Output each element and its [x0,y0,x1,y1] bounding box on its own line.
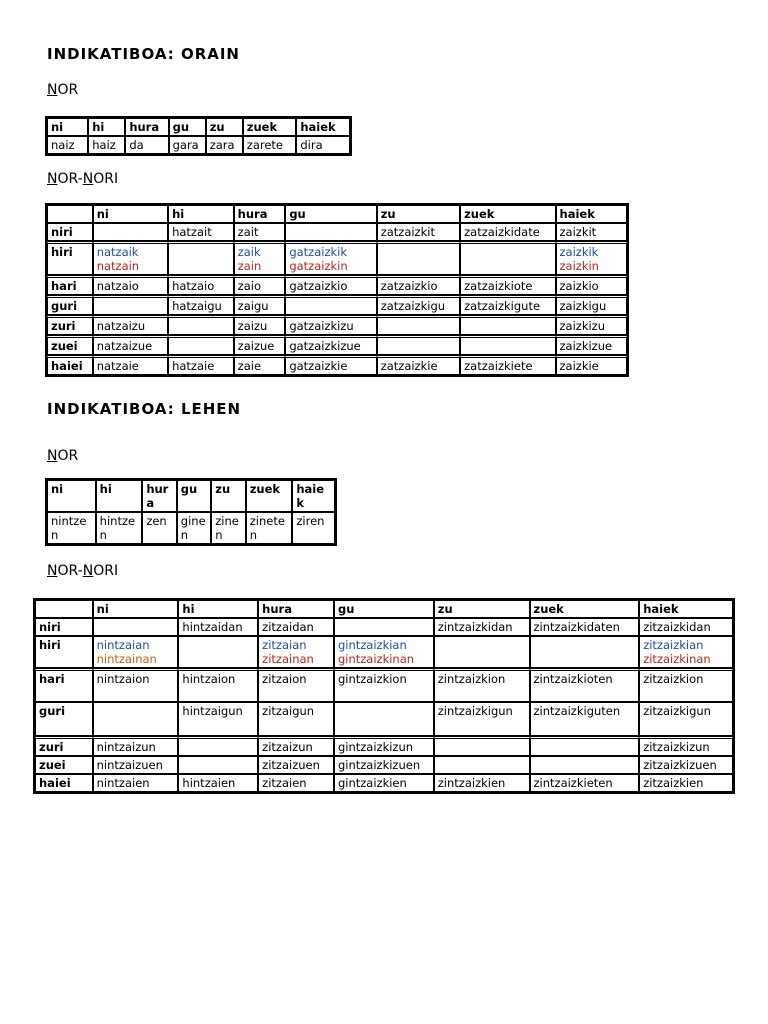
header-cell: ni [47,118,88,136]
table-cell: zintzaizkieten [530,774,640,792]
cell-form-masculine: natzaik [96,245,139,259]
table-cell: zaizkigu [556,295,627,315]
header-cell: hi [168,205,234,223]
row-header-cell: niri [35,618,93,636]
table-cell: zatzaizkit [377,223,460,241]
cell-form-feminine: gintzaizkinan [337,652,415,666]
header-cell: haiek [639,600,733,618]
table-cell [334,702,434,736]
header-cell: ni [93,600,179,618]
header-cell: gu [169,118,206,136]
table-cell: natzaie [93,355,168,375]
table-cell: zintzaizkigun [434,702,530,736]
table-cell: zinen [211,512,245,544]
cell-form-feminine: zain [237,259,262,273]
table-cell: dira [296,136,350,154]
subhead-orain-nornori: NOR-NORI [47,171,119,187]
row-header-cell: zuri [47,315,93,335]
table-cell: zintzaizkidaten [530,618,640,636]
cell-form-masculine: nintzaian [96,638,150,652]
table-cell: zaizue [234,335,286,355]
table-row [35,702,733,736]
table-cell [93,618,179,636]
cell-form-masculine: gintzaizkian [337,638,407,652]
table-cell: naiz [47,136,88,154]
table-cell: natzaio [93,275,168,295]
header-cell: haiek [556,205,627,223]
header-cell: hura [125,118,168,136]
table-cell [178,736,258,756]
table-cell: zitzaidan [258,618,334,636]
cell-form-feminine: gatzaizkin [289,259,348,273]
table-cell: zaizkio [556,275,627,295]
header-cell: zu [211,480,245,512]
cell-form-masculine: zaizkik [559,245,599,259]
table-cell: zaigu [234,295,286,315]
table-cell: natzaizu [93,315,168,335]
table-cell [434,736,530,756]
header-cell: zu [434,600,530,618]
table-cell: zaie [234,355,286,375]
header-cell: zuek [243,118,297,136]
table-cell: zaizkit [556,223,627,241]
table-cell [93,295,168,315]
table-cell [460,335,555,355]
table-cell [556,241,627,275]
table-row [35,736,733,756]
table-cell: zitzaizuen [258,756,334,774]
header-cell: hi [96,480,143,512]
table-cell: hintzen [96,512,143,544]
table-row [35,636,733,668]
table-cell [460,315,555,335]
table-cell [460,241,555,275]
header-cell: hura [234,205,286,223]
table-cell: hintzaien [178,774,258,792]
table-cell [285,295,376,315]
table-row [47,335,627,355]
cell-form-masculine: zitzaian [262,638,307,652]
table-row [47,315,627,335]
table-cell [168,241,234,275]
row-header-cell: zuri [35,736,93,756]
header-cell: haiek [296,118,350,136]
table-cell: nintzaien [93,774,179,792]
row-header-cell: haiei [35,774,93,792]
table-cell: zintzaizkioten [530,668,640,702]
table-cell: zaizkizue [556,335,627,355]
table-cell: zatzaizkigute [460,295,555,315]
table-cell: hatzaigu [168,295,234,315]
cell-form-masculine: zitzaizkian [643,638,704,652]
table-cell: zarete [243,136,297,154]
table-cell [178,756,258,774]
subhead-lehen-nornori: NOR-NORI [47,563,119,579]
cell-form-feminine: nintzainan [96,652,157,666]
header-cell: hura [258,600,334,618]
table-cell: gintzaizkien [334,774,434,792]
table-cell: zait [234,223,286,241]
header-cell: gu [285,205,376,223]
row-header-cell: hari [35,668,93,702]
table-cell: gara [169,136,206,154]
table-cell: gintzaizkizun [334,736,434,756]
table-cell: zitzaigun [258,702,334,736]
header-cell: gu [177,480,211,512]
table-cell: zintzaizkien [434,774,530,792]
header-cell [35,600,93,618]
table-row [47,136,350,154]
header-cell: ni [93,205,168,223]
table-cell: zatzaizkie [377,355,460,375]
table-header-row [47,480,335,512]
table-lehen-nor [45,478,337,546]
table-row [35,774,733,792]
header-cell: zuek [246,480,293,512]
table-cell: zintzaizkiguten [530,702,640,736]
table-cell: gatzaizkie [285,355,376,375]
table-cell: zaizu [234,315,286,335]
table-cell: gintzaizkizuen [334,756,434,774]
table-lehen-nornori [33,598,735,794]
table-cell: zitzaion [258,668,334,702]
row-header-cell: zuei [35,756,93,774]
table-cell: hatzait [168,223,234,241]
table-cell [434,636,530,668]
table-cell [234,241,286,275]
subhead-orain-nor: NOR [47,82,79,98]
subhead-lehen-nor: NOR [47,448,79,464]
table-cell: zitzaizkion [639,668,733,702]
header-cell: zu [377,205,460,223]
table-cell: zara [206,136,243,154]
table-cell: gatzaizkio [285,275,376,295]
table-header-row [35,600,733,618]
table-row [47,355,627,375]
table-cell [377,335,460,355]
table-cell: ginen [177,512,211,544]
header-cell: hura [142,480,176,512]
table-cell: nintzaion [93,668,179,702]
row-header-cell: guri [35,702,93,736]
row-header-cell: hari [47,275,93,295]
table-cell [178,636,258,668]
table-cell [258,636,334,668]
header-cell: haiek [292,480,335,512]
header-cell: gu [334,600,434,618]
table-cell: natzaizue [93,335,168,355]
table-cell [285,223,376,241]
table-row [47,241,627,275]
section-title-lehen: INDIKATIBOA: LEHEN [47,400,242,418]
table-orain-nor [45,116,352,156]
table-cell [434,756,530,774]
table-cell: hatzaio [168,275,234,295]
header-cell: ni [47,480,96,512]
table-cell: gatzaizkizu [285,315,376,335]
table-cell: zaizkie [556,355,627,375]
table-row [47,512,335,544]
cell-form-feminine: natzain [96,259,140,273]
header-cell [47,205,93,223]
table-cell: zatzaizkidate [460,223,555,241]
row-header-cell: niri [47,223,93,241]
table-cell [93,636,179,668]
table-row [47,295,627,315]
header-cell: zu [206,118,243,136]
table-header-row [47,118,350,136]
table-cell: gintzaizkion [334,668,434,702]
table-cell: zitzaizkidan [639,618,733,636]
table-cell: hatzaie [168,355,234,375]
table-cell [285,241,376,275]
table-cell: ziren [292,512,335,544]
table-row [35,756,733,774]
row-header-cell: hiri [47,241,93,275]
table-cell: zitzaizkien [639,774,733,792]
table-cell: zitzaien [258,774,334,792]
table-cell: haiz [88,136,125,154]
section-title-orain: INDIKATIBOA: ORAIN [47,45,240,63]
table-cell [530,736,640,756]
cell-form-feminine: zitzainan [262,652,314,666]
table-cell [377,315,460,335]
table-cell: zaio [234,275,286,295]
table-header-row [47,205,627,223]
table-cell: zitzaizkigun [639,702,733,736]
table-row [35,668,733,702]
table-cell: hintzaion [178,668,258,702]
table-cell [530,756,640,774]
header-cell: hi [178,600,258,618]
table-cell: hintzaigun [178,702,258,736]
table-cell: zaizkizu [556,315,627,335]
table-row [47,275,627,295]
row-header-cell: hiri [35,636,93,668]
table-cell [93,223,168,241]
table-cell: zitzaizkizuen [639,756,733,774]
table-row [47,223,627,241]
table-cell [334,636,434,668]
table-cell [377,241,460,275]
table-cell [93,702,179,736]
row-header-cell: zuei [47,335,93,355]
table-cell [168,335,234,355]
row-header-cell: guri [47,295,93,315]
table-orain-nornori [45,203,629,377]
table-cell: zatzaizkigu [377,295,460,315]
table-cell: zitzaizkizun [639,736,733,756]
table-cell: gatzaizkizue [285,335,376,355]
table-cell: hintzaidan [178,618,258,636]
table-cell: da [125,136,168,154]
table-cell: zatzaizkiote [460,275,555,295]
table-cell: zatzaizkiete [460,355,555,375]
table-cell [639,636,733,668]
table-cell: nintzen [47,512,96,544]
cell-form-feminine: zaizkin [559,259,599,273]
table-cell: nintzaizun [93,736,179,756]
row-header-cell: haiei [47,355,93,375]
header-cell: zuek [530,600,640,618]
table-cell [168,315,234,335]
table-cell [530,636,640,668]
cell-form-masculine: zaik [237,245,261,259]
cell-form-masculine: gatzaizkik [289,245,347,259]
table-cell: zatzaizkio [377,275,460,295]
table-cell: nintzaizuen [93,756,179,774]
header-cell: hi [88,118,125,136]
table-cell: zintzaizkion [434,668,530,702]
table-cell: zineten [246,512,293,544]
cell-form-feminine: zitzaizkinan [643,652,711,666]
table-cell [334,618,434,636]
table-cell: zintzaizkidan [434,618,530,636]
table-row [35,618,733,636]
header-cell: zuek [460,205,555,223]
table-cell: zen [142,512,176,544]
table-cell [93,241,168,275]
table-cell: zitzaizun [258,736,334,756]
